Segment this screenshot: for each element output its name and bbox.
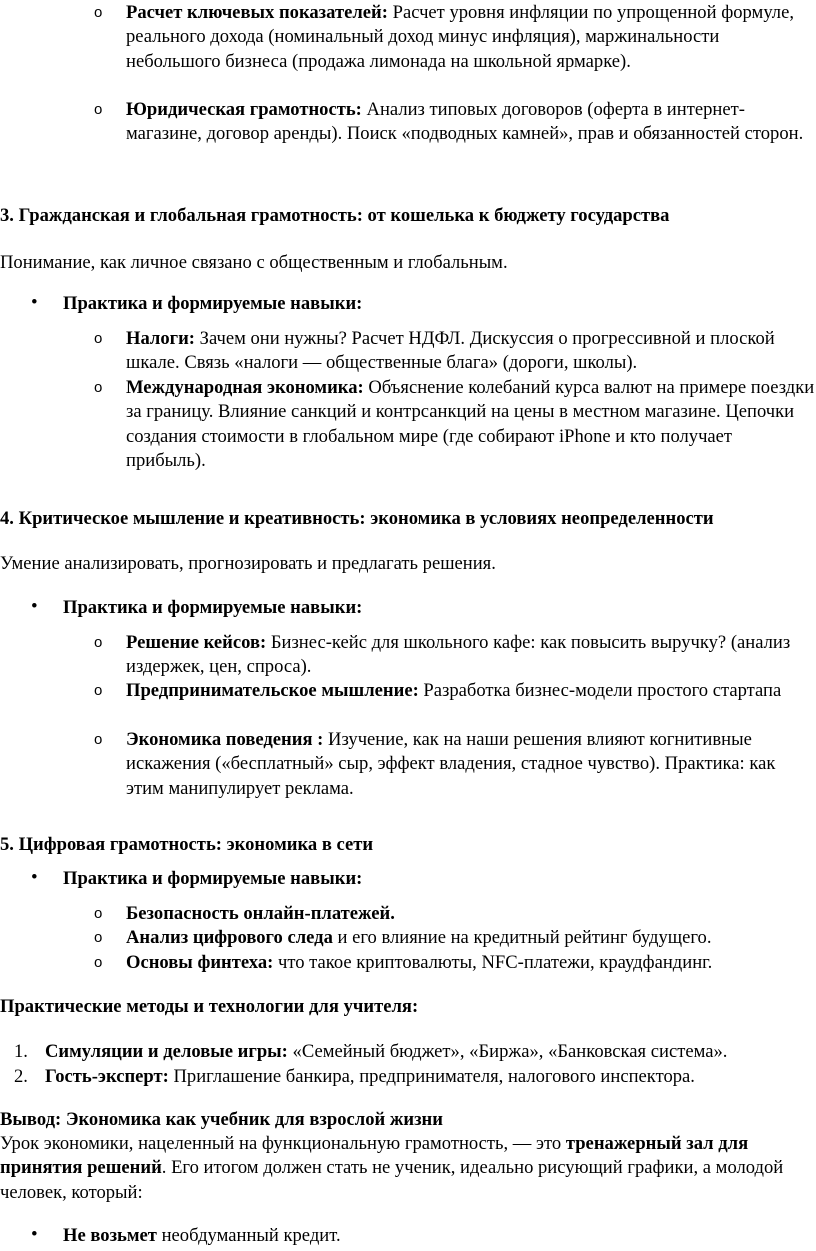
item-text: Объяснение колебаний курса валют на примере поездки за границу. Влияние санкций и контрсанкций на цены в местном магазине. Цепочки создания стоимости в глобальном мире (где собирают iPhone и кто получает прибыль). bbox=[126, 377, 815, 472]
item-number: 2. bbox=[14, 1066, 28, 1087]
item-term: Юридическая грамотность: bbox=[126, 99, 362, 120]
item-text: Расчет уровня инфляции по упрощенной формуле, реального дохода (номинальный доход минус инфляция), маржинальности небольшого бизнеса (продажа лимонада на школьной ярмарке). bbox=[126, 2, 794, 72]
item-text: Зачем они нужны? Расчет НДФЛ. Дискуссия о прогрессивной и плоской шкале. Связь «налоги — общественные блага» (дороги, школы). bbox=[126, 328, 775, 374]
item-text: Разработка бизнес-модели простого стартапа bbox=[418, 680, 782, 701]
section-5-heading: 5. Цифровая грамотность: экономика в сети bbox=[0, 834, 374, 855]
list-item bbox=[126, 1, 816, 74]
conclusion-text: . Его итогом должен стать не ученик, идеально рисующий графики, а молодой человек, который: bbox=[0, 1157, 784, 1203]
conclusion-heading: Вывод: Экономика как учебник для взрослой жизни bbox=[0, 1109, 443, 1130]
list-item bbox=[126, 728, 816, 801]
section-4-heading: 4. Критическое мышление и креативность: экономика в условиях неопределенности bbox=[0, 508, 714, 529]
item-term: Безопасность онлайн-платежей. bbox=[126, 903, 395, 924]
list-item bbox=[126, 679, 816, 703]
section-4-intro: Умение анализировать, прогнозировать и предлагать решения. bbox=[0, 553, 496, 574]
list-item bbox=[126, 926, 816, 950]
item-text: Бизнес-кейс для школьного кафе: как повысить выручку? (анализ издержек, цен, спроса). bbox=[126, 632, 791, 678]
list-item bbox=[126, 631, 816, 680]
list-item bbox=[126, 951, 816, 975]
item-number: 1. bbox=[14, 1041, 28, 1062]
item-term: Основы финтеха: bbox=[126, 952, 274, 973]
item-term: Экономика поведения : bbox=[126, 729, 324, 750]
item-term: Гость-эксперт: bbox=[45, 1066, 169, 1087]
item-text: Изучение, как на наши решения влияют когнитивные искажения («бесплатный» сыр, эффект владения, стадное чувство). Практика: как этим манипулирует реклама. bbox=[126, 729, 776, 799]
item-text: «Семейный бюджет», «Биржа», «Банковская система». bbox=[287, 1041, 728, 1062]
list-item bbox=[126, 376, 816, 474]
numbered-item bbox=[14, 1065, 816, 1089]
list-item bbox=[126, 902, 816, 926]
item-term: Симуляции и деловые игры: bbox=[45, 1041, 288, 1062]
item-term: Решение кейсов: bbox=[126, 632, 267, 653]
list-item bbox=[126, 327, 816, 376]
item-term: Предпринимательское мышление: bbox=[126, 680, 419, 701]
section-3-intro: Понимание, как личное связано с общественным и глобальным. bbox=[0, 252, 508, 273]
conclusion-text: Урок экономики, нацеленный на функциональную грамотность, — это bbox=[0, 1133, 566, 1154]
item-term: Расчет ключевых показателей: bbox=[126, 2, 388, 23]
conclusion-emphasis: тренажерный зал для принятия решений bbox=[0, 1133, 749, 1179]
numbered-item bbox=[14, 1040, 816, 1064]
item-text: и его влияние на кредитный рейтинг будущего. bbox=[332, 927, 712, 948]
section-3-bullet: • Практика и формируемые навыки: bbox=[63, 292, 803, 316]
item-term: Анализ цифрового следа bbox=[126, 927, 333, 948]
conclusion-paragraph bbox=[0, 1132, 816, 1205]
item-term: Международная экономика: bbox=[126, 377, 364, 398]
item-text: Анализ типовых договоров (оферта в интернет-магазине, договор аренды). Поиск «подводных камней», прав и обязанностей сторон. bbox=[126, 99, 804, 145]
list-item bbox=[126, 98, 816, 147]
item-text: что такое криптовалюты, NFC-платежи, краудфандинг. bbox=[273, 952, 713, 973]
conclusion-bullet bbox=[63, 1224, 803, 1248]
section-3-heading: 3. Гражданская и глобальная грамотность: от кошелька к бюджету государства bbox=[0, 205, 670, 226]
methods-heading: Практические методы и технологии для учителя: bbox=[0, 996, 419, 1017]
item-term: Налоги: bbox=[126, 328, 196, 349]
item-text: необдуманный кредит. bbox=[156, 1225, 341, 1246]
section-4-bullet: • Практика и формируемые навыки: bbox=[63, 596, 803, 620]
item-text: Приглашение банкира, предпринимателя, налогового инспектора. bbox=[168, 1066, 695, 1087]
section-5-bullet: • Практика и формируемые навыки: bbox=[63, 867, 803, 891]
item-term: Не возьмет bbox=[63, 1225, 157, 1246]
